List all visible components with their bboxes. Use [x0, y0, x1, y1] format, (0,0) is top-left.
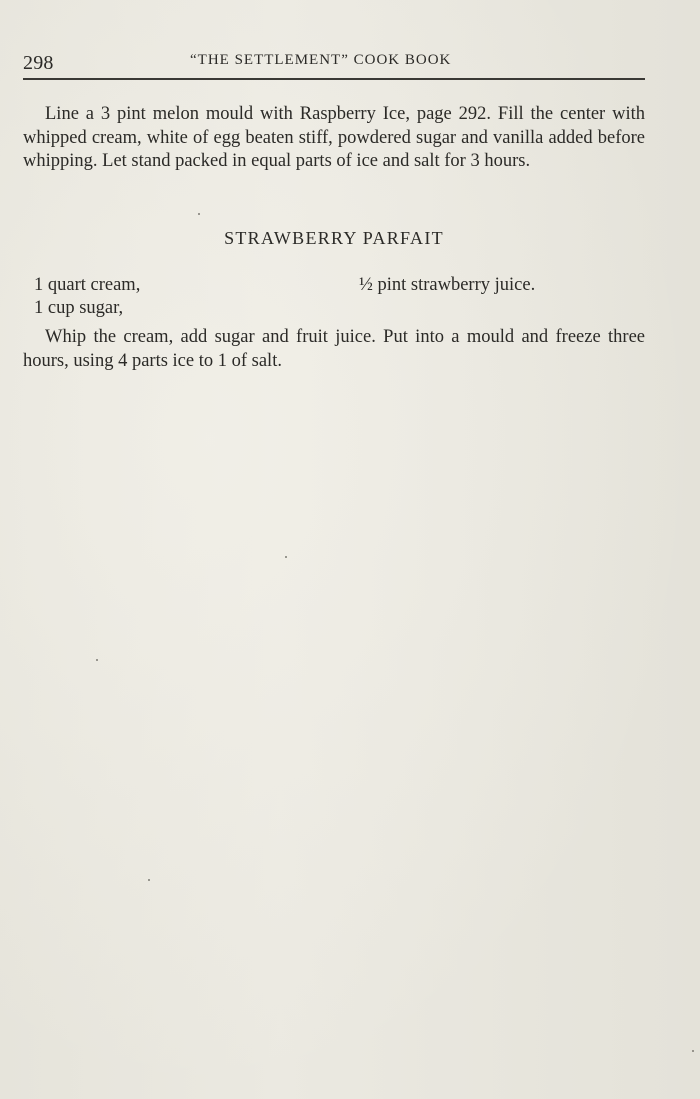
ingredient-item: 1 cup sugar, [34, 298, 124, 318]
page-header [23, 50, 645, 74]
paper-speck [148, 879, 150, 881]
ingredient-list [34, 274, 634, 320]
ingredient-item: ½ pint strawberry juice. [359, 275, 536, 295]
page-number: 298 [23, 52, 54, 74]
ingredient-row [34, 297, 634, 320]
paper-speck [285, 556, 287, 558]
paper-speck [692, 1050, 694, 1052]
header-rule [23, 78, 645, 80]
paper-speck [198, 213, 200, 215]
paper-speck [96, 659, 98, 661]
recipe-title: STRAWBERRY PARFAIT [224, 228, 444, 248]
recipe-directions: Whip the cream, add sugar and fruit juice. Put into a mould and freeze three hours, using 4 parts ice to 1 of salt. [23, 327, 645, 371]
ingredient-item: 1 quart cream, [34, 275, 141, 295]
intro-paragraph: Line a 3 pint melon mould with Raspberry Ice, page 292. Fill the center with whipped cream, white of egg beaten stiff, powdered sugar and vanilla added before whipping. Let stand packed in equal parts of ice and salt for 3 hours. [23, 104, 645, 171]
running-head: “THE SETTLEMENT” COOK BOOK [190, 52, 452, 68]
ingredient-row [34, 274, 634, 297]
